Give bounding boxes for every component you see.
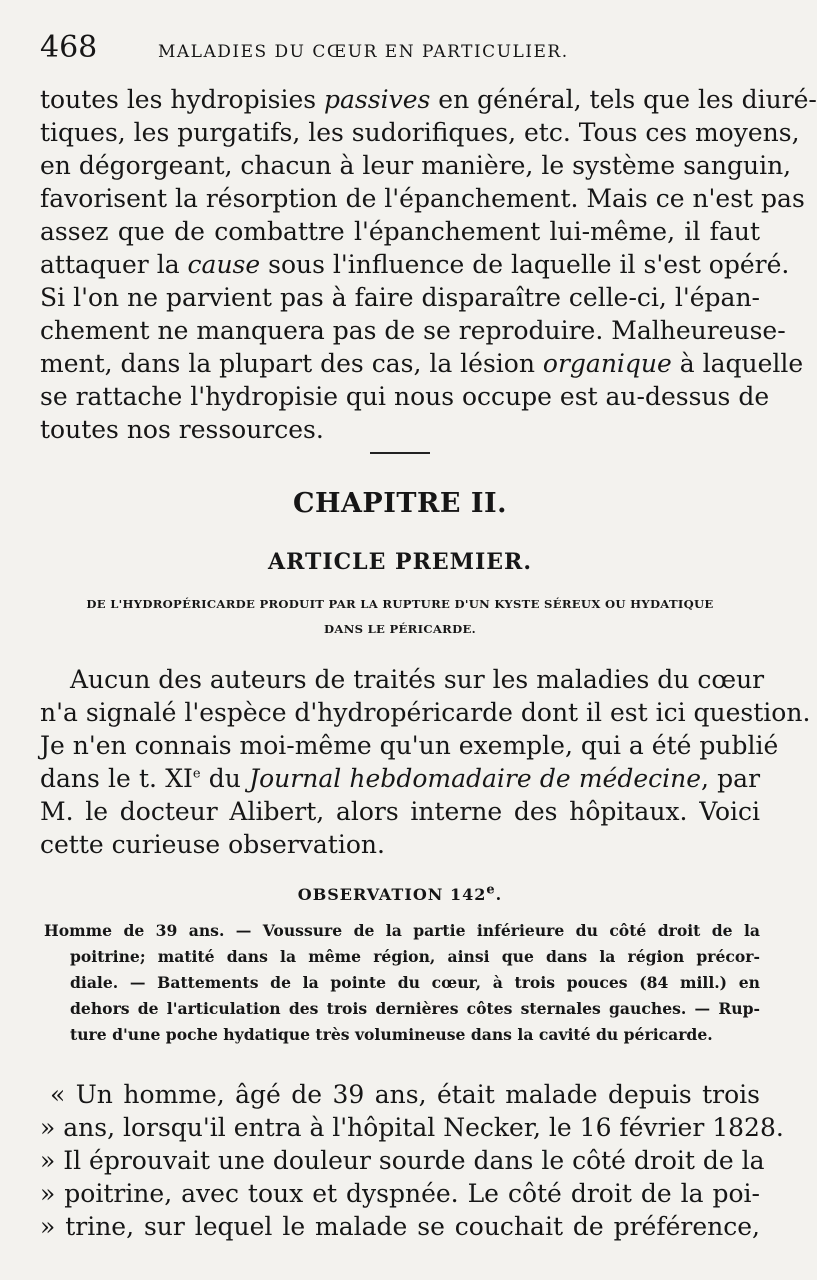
observation-summary [44, 918, 760, 1048]
intro-line: toutes nos ressources. [40, 415, 324, 444]
observation-quote [40, 1078, 784, 1243]
quote-line: » trine, sur lequel le malade se couchait de préférence, [40, 1212, 760, 1241]
intro-line: ment, dans la plupart des cas, la lésion organique à laquelle [40, 349, 804, 378]
summary-line: Homme de 39 ans. — Voussure de la partie inférieure du côté droit de la [44, 921, 760, 940]
body-line: Je n'en connais moi-même qu'un exemple, qui a été publié [40, 731, 779, 760]
quote-line: » ans, lorsqu'il entra à l'hôpital Necker, le 16 février 1828. [40, 1113, 784, 1142]
running-title: MALADIES DU CŒUR EN PARTICULIER. [158, 42, 569, 62]
section-divider [370, 452, 430, 454]
article-subtitle-line: DE L'HYDROPÉRICARDE PRODUIT PAR LA RUPTURE D'UN KYSTE SÉREUX OU HYDATIQUE [86, 597, 714, 611]
body-line: M. le docteur Alibert, alors interne des hôpitaux. Voici [40, 797, 760, 826]
summary-line: diale. — Battements de la pointe du cœur, à trois pouces (84 mill.) en [70, 973, 760, 992]
body-paragraph [40, 663, 811, 861]
body-line: dans le t. XIe du Journal hebdomadaire de médecine, par [40, 764, 761, 793]
intro-paragraph [40, 83, 817, 446]
intro-line: Si l'on ne parvient pas à faire disparaître celle-ci, l'épan- [40, 283, 760, 312]
page-number: 468 [40, 30, 98, 65]
quote-line: » Il éprouvait une douleur sourde dans le côté droit de la [40, 1146, 765, 1175]
body-line: n'a signalé l'espèce d'hydropéricarde dont il est ici question. [40, 698, 811, 727]
intro-line: se rattache l'hydropisie qui nous occupe est au-dessus de [40, 382, 770, 411]
intro-line: en dégorgeant, chacun à leur manière, le système sanguin, [40, 151, 792, 180]
page-header [40, 30, 760, 70]
intro-line: favorisent la résorption de l'épanchement. Mais ce n'est pas [40, 184, 805, 213]
body-line: cette curieuse observation. [40, 830, 385, 859]
quote-line: « Un homme, âgé de 39 ans, était malade depuis trois [50, 1080, 760, 1109]
summary-line: poitrine; matité dans la même région, ainsi que dans la région précor- [70, 947, 760, 966]
summary-line: ture d'une poche hydatique très volumineuse dans la cavité du péricarde. [70, 1025, 713, 1044]
intro-line: toutes les hydropisies passives en général, tels que les diuré- [40, 85, 817, 114]
summary-line: dehors de l'articulation des trois dernières côtes sternales gauches. — Rup- [70, 999, 760, 1018]
intro-line: tiques, les purgatifs, les sudorifiques, etc. Tous ces moyens, [40, 118, 800, 147]
body-line: Aucun des auteurs de traités sur les maladies du cœur [70, 665, 765, 694]
article-title: ARTICLE PREMIER. [268, 549, 532, 575]
intro-line: chement ne manquera pas de se reproduire. Malheureuse- [40, 316, 786, 345]
intro-line: attaquer la cause sous l'influence de laquelle il s'est opéré. [40, 250, 790, 279]
chapter-title: CHAPITRE II. [292, 488, 508, 519]
observation-title: OBSERVATION 142e. [297, 882, 503, 904]
article-subtitle-line: DANS LE PÉRICARDE. [324, 622, 476, 636]
article-subtitle [40, 592, 760, 642]
quote-line: » poitrine, avec toux et dyspnée. Le côté droit de la poi- [40, 1179, 760, 1208]
intro-line: assez que de combattre l'épanchement lui-même, il faut [40, 217, 760, 246]
